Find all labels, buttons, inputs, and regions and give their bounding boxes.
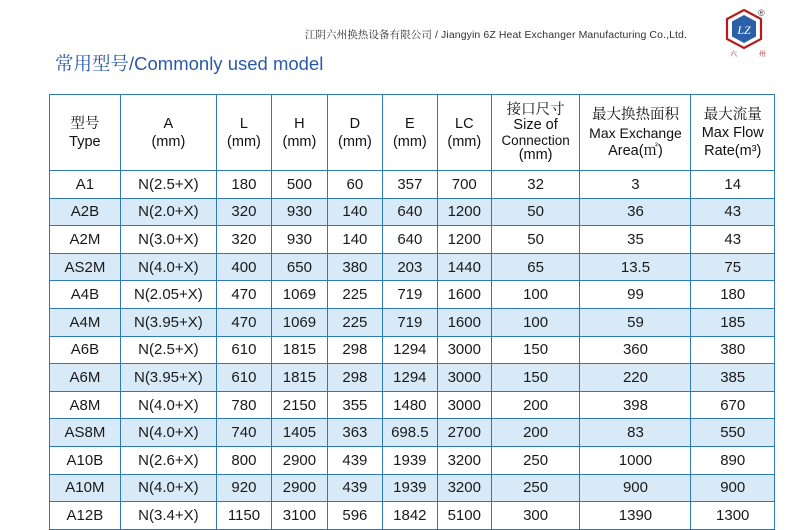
model-type-cell: A12B xyxy=(50,502,121,530)
table-cell: 670 xyxy=(691,391,775,419)
table-row xyxy=(50,474,775,502)
table-cell: 890 xyxy=(691,446,775,474)
table-cell: N(4.0+X) xyxy=(120,253,216,281)
column-header xyxy=(271,95,327,171)
model-type-cell: A6M xyxy=(50,364,121,392)
table-cell: 700 xyxy=(437,171,491,199)
table-cell: N(3.0+X) xyxy=(120,226,216,254)
table-cell: 500 xyxy=(271,171,327,199)
table-cell: 50 xyxy=(491,226,580,254)
table-cell: N(2.6+X) xyxy=(120,446,216,474)
table-row xyxy=(50,226,775,254)
table-cell: 5100 xyxy=(437,502,491,530)
table-cell: 220 xyxy=(580,364,691,392)
table-cell: 14 xyxy=(691,171,775,199)
column-header xyxy=(327,95,382,171)
column-header-line: Connection xyxy=(501,132,570,148)
model-type-cell: A4B xyxy=(50,281,121,309)
table-cell: 920 xyxy=(216,474,271,502)
table-cell: 1440 xyxy=(437,253,491,281)
table-cell: 3200 xyxy=(437,446,491,474)
model-type-cell: A4M xyxy=(50,308,121,336)
table-cell: N(2.5+X) xyxy=(120,171,216,199)
model-type-cell: A10B xyxy=(50,446,121,474)
column-header xyxy=(120,95,216,171)
table-cell: 320 xyxy=(216,226,271,254)
model-type-cell: A1 xyxy=(50,171,121,199)
table-cell: 298 xyxy=(327,336,382,364)
table-cell: 1150 xyxy=(216,502,271,530)
table-cell: N(2.05+X) xyxy=(120,281,216,309)
table-cell: 1405 xyxy=(271,419,327,447)
table-cell: 1069 xyxy=(271,281,327,309)
column-header xyxy=(382,95,437,171)
table-cell: 355 xyxy=(327,391,382,419)
table-cell: 400 xyxy=(216,253,271,281)
table-cell: 900 xyxy=(691,474,775,502)
table-cell: 1815 xyxy=(271,336,327,364)
table-cell: 550 xyxy=(691,419,775,447)
column-header-line: (mm) xyxy=(392,133,427,150)
column-header-line: (mm) xyxy=(447,133,482,150)
table-cell: 930 xyxy=(271,226,327,254)
table-cell: 3 xyxy=(580,171,691,199)
table-cell: 1480 xyxy=(382,391,437,419)
table-cell: 1600 xyxy=(437,281,491,309)
table-row xyxy=(50,391,775,419)
company-name: 江阴六州换热设备有限公司 / Jiangyin 6Z Heat Exchanger Manufacturing Co.,Ltd. xyxy=(304,29,687,41)
table-cell: 100 xyxy=(491,281,580,309)
table-cell: N(4.0+X) xyxy=(120,474,216,502)
table-cell: 596 xyxy=(327,502,382,530)
table-cell: 1200 xyxy=(437,226,491,254)
table-cell: 610 xyxy=(216,364,271,392)
table-cell: 43 xyxy=(691,198,775,226)
column-header-line: D xyxy=(349,115,361,132)
table-cell: 2900 xyxy=(271,474,327,502)
model-type-cell: A2M xyxy=(50,226,121,254)
registered-mark: ® xyxy=(758,8,765,18)
column-header-line: 最大换热面积 xyxy=(591,106,679,123)
table-cell: 1069 xyxy=(271,308,327,336)
table-cell: 1300 xyxy=(691,502,775,530)
table-cell: 1815 xyxy=(271,364,327,392)
table-cell: N(2.0+X) xyxy=(120,198,216,226)
table-cell: 60 xyxy=(327,171,382,199)
table-cell: 719 xyxy=(382,281,437,309)
model-table xyxy=(49,94,775,530)
model-type-cell: A2B xyxy=(50,198,121,226)
table-cell: 225 xyxy=(327,281,382,309)
table-cell: 13.5 xyxy=(580,253,691,281)
column-header xyxy=(216,95,271,171)
table-cell: 320 xyxy=(216,198,271,226)
column-header-line: E xyxy=(405,115,415,132)
table-cell: 1842 xyxy=(382,502,437,530)
table-cell: 640 xyxy=(382,198,437,226)
column-header-line: L xyxy=(239,115,248,132)
table-cell: N(3.95+X) xyxy=(120,308,216,336)
table-cell: 225 xyxy=(327,308,382,336)
column-header-line: Area(㎡) xyxy=(608,142,663,159)
table-cell: 83 xyxy=(580,419,691,447)
column-header-line: 型号 xyxy=(70,115,100,132)
table-cell: 3000 xyxy=(437,364,491,392)
table-cell: 470 xyxy=(216,308,271,336)
table-cell: N(4.0+X) xyxy=(120,391,216,419)
model-type-cell: AS8M xyxy=(50,419,121,447)
table-row xyxy=(50,419,775,447)
page-title: 常用型号/Commonly used model xyxy=(55,53,324,74)
table-header-row xyxy=(50,95,775,171)
column-header-line: (mm) xyxy=(518,146,553,163)
table-row xyxy=(50,336,775,364)
table-cell: 180 xyxy=(216,171,271,199)
table-cell: 250 xyxy=(491,474,580,502)
table-cell: 59 xyxy=(580,308,691,336)
table-cell: N(4.0+X) xyxy=(120,419,216,447)
table-cell: 1600 xyxy=(437,308,491,336)
table-cell: 43 xyxy=(691,226,775,254)
column-header-line: LC xyxy=(455,115,474,132)
table-cell: 800 xyxy=(216,446,271,474)
table-row xyxy=(50,281,775,309)
column-header-line: Max Flow xyxy=(701,124,764,141)
table-row xyxy=(50,364,775,392)
table-cell: 363 xyxy=(327,419,382,447)
table-cell: 1200 xyxy=(437,198,491,226)
column-header-line: H xyxy=(294,115,305,132)
column-header-line: (mm) xyxy=(151,133,186,150)
table-cell: 35 xyxy=(580,226,691,254)
table-cell: 380 xyxy=(691,336,775,364)
column-header xyxy=(437,95,491,171)
table-cell: 719 xyxy=(382,308,437,336)
table-cell: 2700 xyxy=(437,419,491,447)
table-cell: 203 xyxy=(382,253,437,281)
column-header xyxy=(691,95,775,171)
table-cell: 185 xyxy=(691,308,775,336)
table-row xyxy=(50,253,775,281)
table-cell: 360 xyxy=(580,336,691,364)
table-cell: 1294 xyxy=(382,336,437,364)
table-cell: 3000 xyxy=(437,336,491,364)
column-header-line: (mm) xyxy=(337,133,372,150)
column-header-line: (mm) xyxy=(282,133,317,150)
table-cell: 1939 xyxy=(382,446,437,474)
table-cell: 3000 xyxy=(437,391,491,419)
table-cell: 99 xyxy=(580,281,691,309)
table-cell: 780 xyxy=(216,391,271,419)
table-cell: 32 xyxy=(491,171,580,199)
table-cell: 1294 xyxy=(382,364,437,392)
logo-subtitle: 六 州 xyxy=(730,51,776,58)
table-row xyxy=(50,171,775,199)
table-cell: N(3.95+X) xyxy=(120,364,216,392)
table-cell: 2150 xyxy=(271,391,327,419)
table-cell: 50 xyxy=(491,198,580,226)
column-header-line: 最大流量 xyxy=(703,106,762,123)
table-cell: 150 xyxy=(491,364,580,392)
table-cell: 439 xyxy=(327,474,382,502)
table-cell: 300 xyxy=(491,502,580,530)
column-header-line: Max Exchange xyxy=(589,124,682,141)
model-type-cell: A6B xyxy=(50,336,121,364)
table-row xyxy=(50,446,775,474)
model-type-cell: A8M xyxy=(50,391,121,419)
table-cell: 610 xyxy=(216,336,271,364)
table-cell: 470 xyxy=(216,281,271,309)
column-header-line: Rate(m³) xyxy=(704,142,762,159)
column-header xyxy=(491,95,580,171)
table-cell: 200 xyxy=(491,419,580,447)
table-cell: 140 xyxy=(327,226,382,254)
table-cell: 439 xyxy=(327,446,382,474)
table-cell: 250 xyxy=(491,446,580,474)
table-cell: 640 xyxy=(382,226,437,254)
table-cell: 380 xyxy=(327,253,382,281)
model-type-cell: A10M xyxy=(50,474,121,502)
column-header-line: Size of xyxy=(513,116,558,133)
table-row xyxy=(50,502,775,530)
table-cell: 740 xyxy=(216,419,271,447)
column-header-line: A xyxy=(163,115,174,132)
table-row xyxy=(50,198,775,226)
model-type-cell: AS2M xyxy=(50,253,121,281)
model-table-container xyxy=(49,94,775,530)
table-cell: 650 xyxy=(271,253,327,281)
table-cell: 1939 xyxy=(382,474,437,502)
column-header-line: 接口尺寸 xyxy=(506,101,565,118)
table-cell: 1390 xyxy=(580,502,691,530)
table-cell: 200 xyxy=(491,391,580,419)
table-cell: 75 xyxy=(691,253,775,281)
column-header-line: (mm) xyxy=(227,133,261,150)
table-cell: N(2.5+X) xyxy=(120,336,216,364)
table-cell: 3200 xyxy=(437,474,491,502)
table-cell: N(3.4+X) xyxy=(120,502,216,530)
table-cell: 1000 xyxy=(580,446,691,474)
table-cell: 2900 xyxy=(271,446,327,474)
column-header xyxy=(50,95,121,171)
table-cell: 65 xyxy=(491,253,580,281)
table-cell: 298 xyxy=(327,364,382,392)
column-header-line: Type xyxy=(69,133,101,150)
table-cell: 398 xyxy=(580,391,691,419)
table-cell: 357 xyxy=(382,171,437,199)
table-cell: 150 xyxy=(491,336,580,364)
table-cell: 900 xyxy=(580,474,691,502)
table-row xyxy=(50,308,775,336)
table-cell: 140 xyxy=(327,198,382,226)
logo-text: LZ xyxy=(737,23,751,37)
table-cell: 3100 xyxy=(271,502,327,530)
table-cell: 180 xyxy=(691,281,775,309)
table-cell: 385 xyxy=(691,364,775,392)
table-cell: 36 xyxy=(580,198,691,226)
table-cell: 698.5 xyxy=(382,419,437,447)
table-cell: 100 xyxy=(491,308,580,336)
table-cell: 930 xyxy=(271,198,327,226)
column-header xyxy=(580,95,691,171)
